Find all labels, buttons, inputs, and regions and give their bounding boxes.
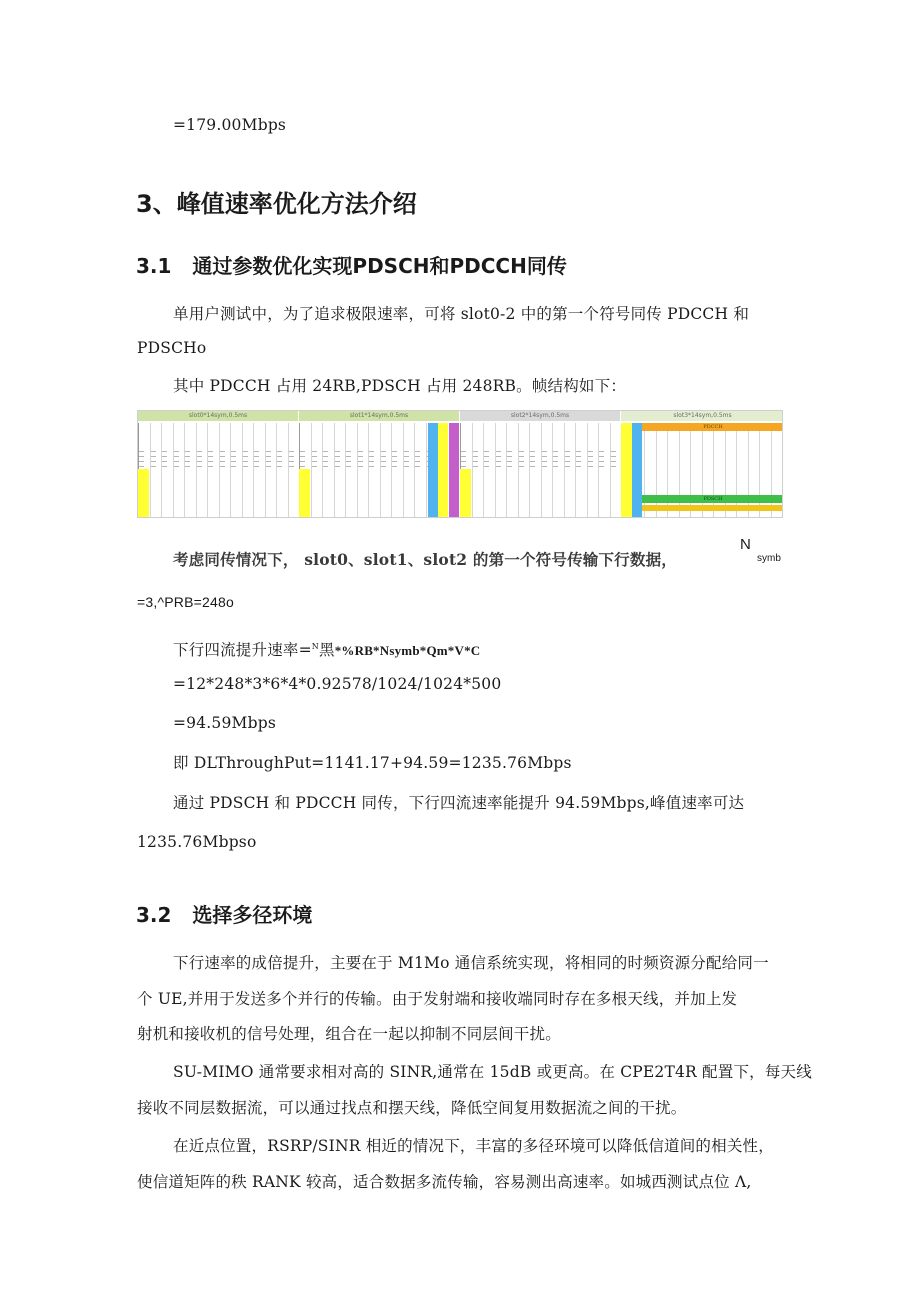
symbol-mark xyxy=(323,451,328,471)
slot1-bar: slot1*14sym,0.5ms xyxy=(299,411,459,421)
symbol-mark xyxy=(553,451,558,471)
symbol-mark xyxy=(220,451,225,471)
symbol-mark xyxy=(185,451,190,471)
frame-structure-figure xyxy=(137,410,783,518)
slot2-bar: slot2*14sym,0.5ms xyxy=(460,411,620,421)
symbol-mark xyxy=(496,451,501,471)
symbol-mark xyxy=(312,451,317,471)
paragraph-1-line-2: PDSCHo xyxy=(137,339,207,357)
symbol-mark xyxy=(358,451,363,471)
blue-symbol-block-1 xyxy=(428,423,438,517)
symbol-mark xyxy=(599,451,604,471)
symbol-mark xyxy=(231,451,236,471)
symbol-mark xyxy=(473,451,478,471)
symbol-mark xyxy=(461,451,466,471)
pdcch-block-slot2 xyxy=(460,469,471,517)
symbol-mark xyxy=(484,451,489,471)
pdcch-block-slot3 xyxy=(621,423,632,517)
symbol-mark xyxy=(346,451,351,471)
symbol-mark xyxy=(197,451,202,471)
s32-p2-line-1: SU-MIMO 通常要求相对高的 SINR,通常在 15dB 或更高。在 CPE2T4R 配置下，每天线 xyxy=(173,1063,812,1081)
s32-p2-line-2: 接收不同层数据流，可以通过找点和摆天线，降低空间复用数据流之间的干扰。 xyxy=(137,1099,687,1117)
paragraph-2: 其中 PDCCH 占用 24RB,PDSCH 占用 248RB。帧结构如下： xyxy=(173,377,627,395)
pdcch-bar-slot3: PDCCH xyxy=(642,423,783,431)
symbol-mark xyxy=(289,451,294,471)
slot0-bar: slot0*14sym,0.5ms xyxy=(138,411,298,421)
section-3-1-title: 通过参数优化实现PDSCH和PDCCH同传 xyxy=(192,254,567,278)
symbol-mark xyxy=(381,451,386,471)
symbol-mark xyxy=(254,451,259,471)
consider-line: 考虑同传情况下， slot0、slot1、slot2 的第一个符号传输下行数据， xyxy=(173,550,677,569)
magenta-symbol-block xyxy=(449,423,459,517)
rate-prefix: 下行四流提升速率= xyxy=(173,641,312,659)
section-3-2-heading xyxy=(136,899,312,928)
symbol-mark xyxy=(392,451,397,471)
section-3-heading xyxy=(136,184,417,219)
symbol-mark xyxy=(415,451,420,471)
symbol-mark xyxy=(519,451,524,471)
calc-line: =12*248*3*6*4*0.92578/1024/1024*500 xyxy=(173,675,502,693)
s32-p3-line-1: 在近点位置，RSRP/SINR 相近的情况下，丰富的多径环境可以降低信道间的相关性， xyxy=(173,1137,774,1155)
n-symbol: N xyxy=(740,536,751,553)
symbol-mark xyxy=(507,451,512,471)
s32-p1-line-2: 个 UE,并用于发送多个并行的传输。由于发射端和接收端同时存在多根天线，并加上发 xyxy=(137,990,738,1008)
conclusion-line-2: 1235.76Mbpso xyxy=(137,833,257,851)
rate-formula: *%RB*Nsymb*Qm*V*C xyxy=(334,643,481,658)
n-subscript: symb xyxy=(757,553,781,564)
symbol-mark xyxy=(174,451,179,471)
section-3-1-number: 3.1 xyxy=(136,254,172,278)
blue-symbol-block-2 xyxy=(632,423,642,517)
symbol-mark xyxy=(576,451,581,471)
symbol-mark xyxy=(588,451,593,471)
symbol-mark xyxy=(611,451,616,471)
section-3-2-number: 3.2 xyxy=(136,903,172,927)
pdsch-bar-slot3: PDSCH xyxy=(642,495,783,503)
s32-p1-line-1: 下行速率的成倍提升，主要在于 M1Mo 通信系统实现，将相同的时频资源分配给同一 xyxy=(173,954,769,972)
pdcch-block-slot1 xyxy=(299,469,310,517)
section-3-1-heading xyxy=(136,250,567,279)
symbol-mark xyxy=(335,451,340,471)
s32-p1-line-3: 射机和接收机的信号处理，组合在一起以抑制不同层间干扰。 xyxy=(137,1025,561,1043)
symbol-mark xyxy=(277,451,282,471)
rate-mid: 黑 xyxy=(319,641,335,659)
section-3-title: 3、峰值速率优化方法介绍 xyxy=(136,190,417,218)
top-formula: =179.00Mbps xyxy=(173,116,287,134)
dark-yellow-bar-slot3 xyxy=(642,505,783,511)
rate-sup: N xyxy=(311,641,319,651)
symbol-mark xyxy=(300,451,305,471)
symbol-mark xyxy=(404,451,409,471)
yellow-symbol-block xyxy=(438,423,448,517)
equation-line: =3,^PRB=248o xyxy=(137,594,234,610)
symbol-mark xyxy=(208,451,213,471)
symbol-mark xyxy=(151,451,156,471)
conclusion-line-1: 通过 PDSCH 和 PDCCH 同传，下行四流速率能提升 94.59Mbps,峰值速率可达 xyxy=(173,794,745,812)
dl-throughput-line: 即 DLThroughPut=1141.17+94.59=1235.76Mbps xyxy=(173,754,572,772)
symbol-mark xyxy=(243,451,248,471)
s32-p3-line-2: 使信道矩阵的秩 RANK 较高，适合数据多流传输，容易测出高速率。如城西测试点位 Λ, xyxy=(137,1173,752,1191)
symbol-mark xyxy=(266,451,271,471)
symbol-mark xyxy=(162,451,167,471)
symbol-mark xyxy=(369,451,374,471)
slot3-bar: slot3*14sym,0.5ms xyxy=(621,411,783,421)
section-3-2-title: 选择多径环境 xyxy=(192,903,313,927)
symbol-mark xyxy=(139,451,144,471)
paragraph-1-line-1: 单用户测试中，为了追求极限速率，可将 slot0-2 中的第一个符号同传 PDCCH 和 xyxy=(173,305,750,323)
pdcch-block-slot0 xyxy=(138,469,149,517)
symbol-mark xyxy=(565,451,570,471)
rate-line xyxy=(173,638,480,660)
symbol-mark xyxy=(530,451,535,471)
symbol-mark xyxy=(542,451,547,471)
result-line: =94.59Mbps xyxy=(173,714,277,732)
